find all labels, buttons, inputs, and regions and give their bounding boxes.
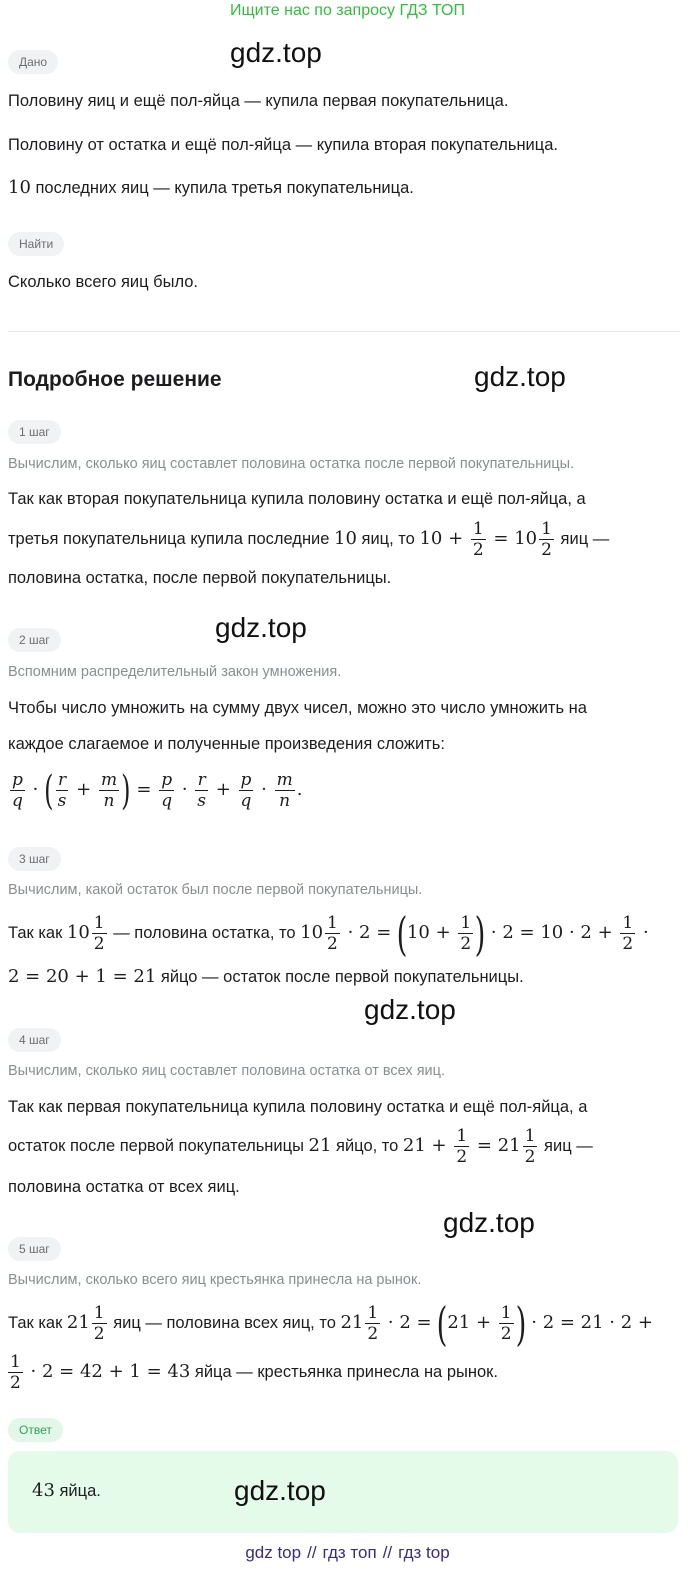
step-1-math: 10 + [419,528,469,549]
given-line-1: Половину яиц и ещё пол-яйца — купила первая покупательница. [8,92,509,110]
step-4-math: = 21 [471,1135,521,1156]
step-3-text: Так как [8,924,67,942]
step-3-math: 10 + [406,922,457,943]
step-3-number: 10 [300,922,324,943]
step-4-line-1: Так как первая покупательница купила половину остатка и ещё пол-яйца, а [8,1098,588,1116]
step-3-line-2 [8,967,524,987]
given-line-3 [8,178,414,198]
step-5-text: Так как [8,1314,67,1332]
watermark: gdz.top [230,37,322,68]
find-text: Сколько всего яиц было. [8,273,199,291]
footer-separator: // [382,1543,393,1562]
fraction-half: $\frac{1}{2}$ [622,913,634,955]
step-5-number: 21 [66,1312,90,1333]
step-5-hint: Вычислим, сколько всего яиц крестьянка принесла на рынок. [8,1272,422,1288]
fraction-half: $\frac{1}{2}$ [541,519,552,561]
watermark: gdz.top [364,994,456,1025]
step-1-line-3: половина остатка, после первой покупательницы. [8,569,392,587]
answer-box [8,1451,678,1533]
fraction-half: $\frac{1}{2}$ [456,1126,468,1168]
given-line-3-text: последних яиц — купила третья покупательница. [30,179,414,197]
fraction-p-q: $\frac{p}{q}$ [161,770,173,812]
step-3-hint: Вычислим, какой остаток был после первой покупательницы. [8,882,423,898]
watermark: gdz.top [215,612,307,643]
step-2-hint: Вспомним распределительный закон умножения. [8,664,342,680]
step-5-math: · 2 = [382,1312,438,1333]
fraction-half: $\frac{1}{2}$ [460,913,472,955]
step-2-label: 2 шаг [8,628,61,652]
step-4-line-3: половина остатка от всех яиц. [8,1178,240,1196]
fraction-r-s: $\frac{r}{s}$ [197,770,206,812]
step-3-number: 10 [66,922,90,943]
answer-label: Ответ [8,1418,63,1442]
step-2-line-2: каждое слагаемое и полученные произведения сложить: [8,735,445,753]
fraction-p-q: $\frac{p}{q}$ [12,770,23,812]
fraction-half: $\frac{1}{2}$ [367,1303,379,1345]
watermark: gdz.top [474,361,566,392]
solution-title: Подробное решение [8,368,222,391]
step-3-label: 3 шаг [8,847,61,871]
step-5-number: 21 [340,1312,364,1333]
step-5-math: · 2 = 42 + 1 = 43 [24,1361,191,1382]
fraction-half: $\frac{1}{2}$ [93,913,105,955]
fraction-r-s: $\frac{r}{s}$ [57,770,67,812]
watermark: gdz.top [234,1475,326,1506]
given-label: Дано [8,50,58,74]
step-4-number: 21 [308,1135,332,1156]
step-5-line-1: Так как 21 $\frac{1}{2}$ яиц — половина всех яиц, то 21 $\frac{1}{2}$ · 2 = (21 + $\frac{1}{2}$ ) · 2 = 21 · 2 + [8,1296,653,1351]
given-number: 10 [8,177,31,198]
step-3-math: 2 = 20 + 1 = 21 [8,966,157,987]
watermark: gdz.top [443,1207,535,1238]
step-1-label: 1 шаг [8,420,61,444]
answer-text [32,1481,101,1501]
step-4-math: 21 + [402,1135,453,1156]
step-3-math: · 2 = 10 · 2 + [485,922,619,943]
fraction-half: $\frac{1}{2}$ [524,1126,536,1168]
step-4-text: остаток после первой покупательницы [8,1137,309,1155]
distributive-formula: $\frac{p}{q}$ · ( $\frac{r}{s}$ + $\frac{m}{n}$ ) = $\frac{p}{q}$ · $\frac{r}{s}$ + $\frac{p}{q}$ · $\frac{m}{n}$ . [12,767,303,814]
step-5-text: яиц — половина всех яиц, то [108,1314,341,1332]
fraction-half: $\frac{1}{2}$ [10,1352,21,1394]
step-4-text: яйцо, то [331,1137,403,1155]
step-1-text: яиц, то [356,530,420,548]
footer-separator: // [307,1543,317,1562]
answer-number: 43 [32,1480,55,1501]
step-3-math: · [637,922,649,943]
fraction-half: $\frac{1}{2}$ [472,519,484,561]
step-5-math: · 2 = 21 · 2 + [525,1312,653,1333]
answer-unit: яйца. [54,1482,101,1500]
step-3-line-1: Так как 10 $\frac{1}{2}$ — половина остатка, то 10 $\frac{1}{2}$ · 2 = (10 + $\frac{1}{2}$ ) · 2 = 10 · 2 + $\frac{1}{2}$ · [8,906,649,961]
search-banner: Ищите нас по запросу ГДЗ ТОП [230,2,465,19]
fraction-half: $\frac{1}{2}$ [93,1303,105,1345]
find-label: Найти [8,232,64,256]
fraction-m-n: $\frac{m}{n}$ [276,770,293,812]
section-divider [8,331,680,332]
step-1-hint: Вычислим, сколько яиц составлет половина остатка после первой покупательницы. [8,456,575,472]
fraction-p-q: $\frac{p}{q}$ [240,770,252,812]
step-3-math: · 2 = [341,922,398,943]
step-1-text: третья покупательница купила последние [8,530,335,548]
footer-link-gdz-top-mixed[interactable]: гдз top [398,1543,450,1562]
step-5-text: яйца — крестьянка принесла на рынок. [190,1363,498,1381]
step-1-line-1: Так как вторая покупательница купила половину остатка и ещё пол-яйца, а [8,490,586,508]
fraction-half: $\frac{1}{2}$ [500,1303,512,1345]
step-1-number: 10 [334,528,357,549]
given-line-2: Половину от остатка и ещё пол-яйца — купила вторая покупательница. [8,136,558,154]
step-2-line-1: Чтобы число умножить на сумму двух чисел, можно это число умножить на [8,699,587,717]
step-3-text: яйцо — остаток после первой покупательницы. [156,968,524,986]
fraction-half: $\frac{1}{2}$ [327,913,338,955]
fraction-m-n: $\frac{m}{n}$ [100,770,118,812]
step-4-line-2 [8,1122,593,1170]
step-4-label: 4 шаг [8,1028,61,1052]
footer-link-gdz-top[interactable]: gdz top [245,1543,302,1562]
step-4-text: яиц — [539,1137,593,1155]
step-1-text: яиц — [555,530,610,548]
step-4-hint: Вычислим, сколько яиц составлет половина остатка от всех яиц. [8,1063,445,1079]
footer-link-gdz-top-ru[interactable]: гдз топ [322,1543,377,1562]
step-3-text: — половина остатка, то [108,924,301,942]
step-5-label: 5 шаг [8,1237,61,1261]
step-5-line-2 [8,1348,498,1396]
footer-links [0,1543,695,1563]
step-5-math: 21 + [447,1312,497,1333]
step-1-line-2 [8,515,609,563]
step-1-math: = 10 [487,528,538,549]
